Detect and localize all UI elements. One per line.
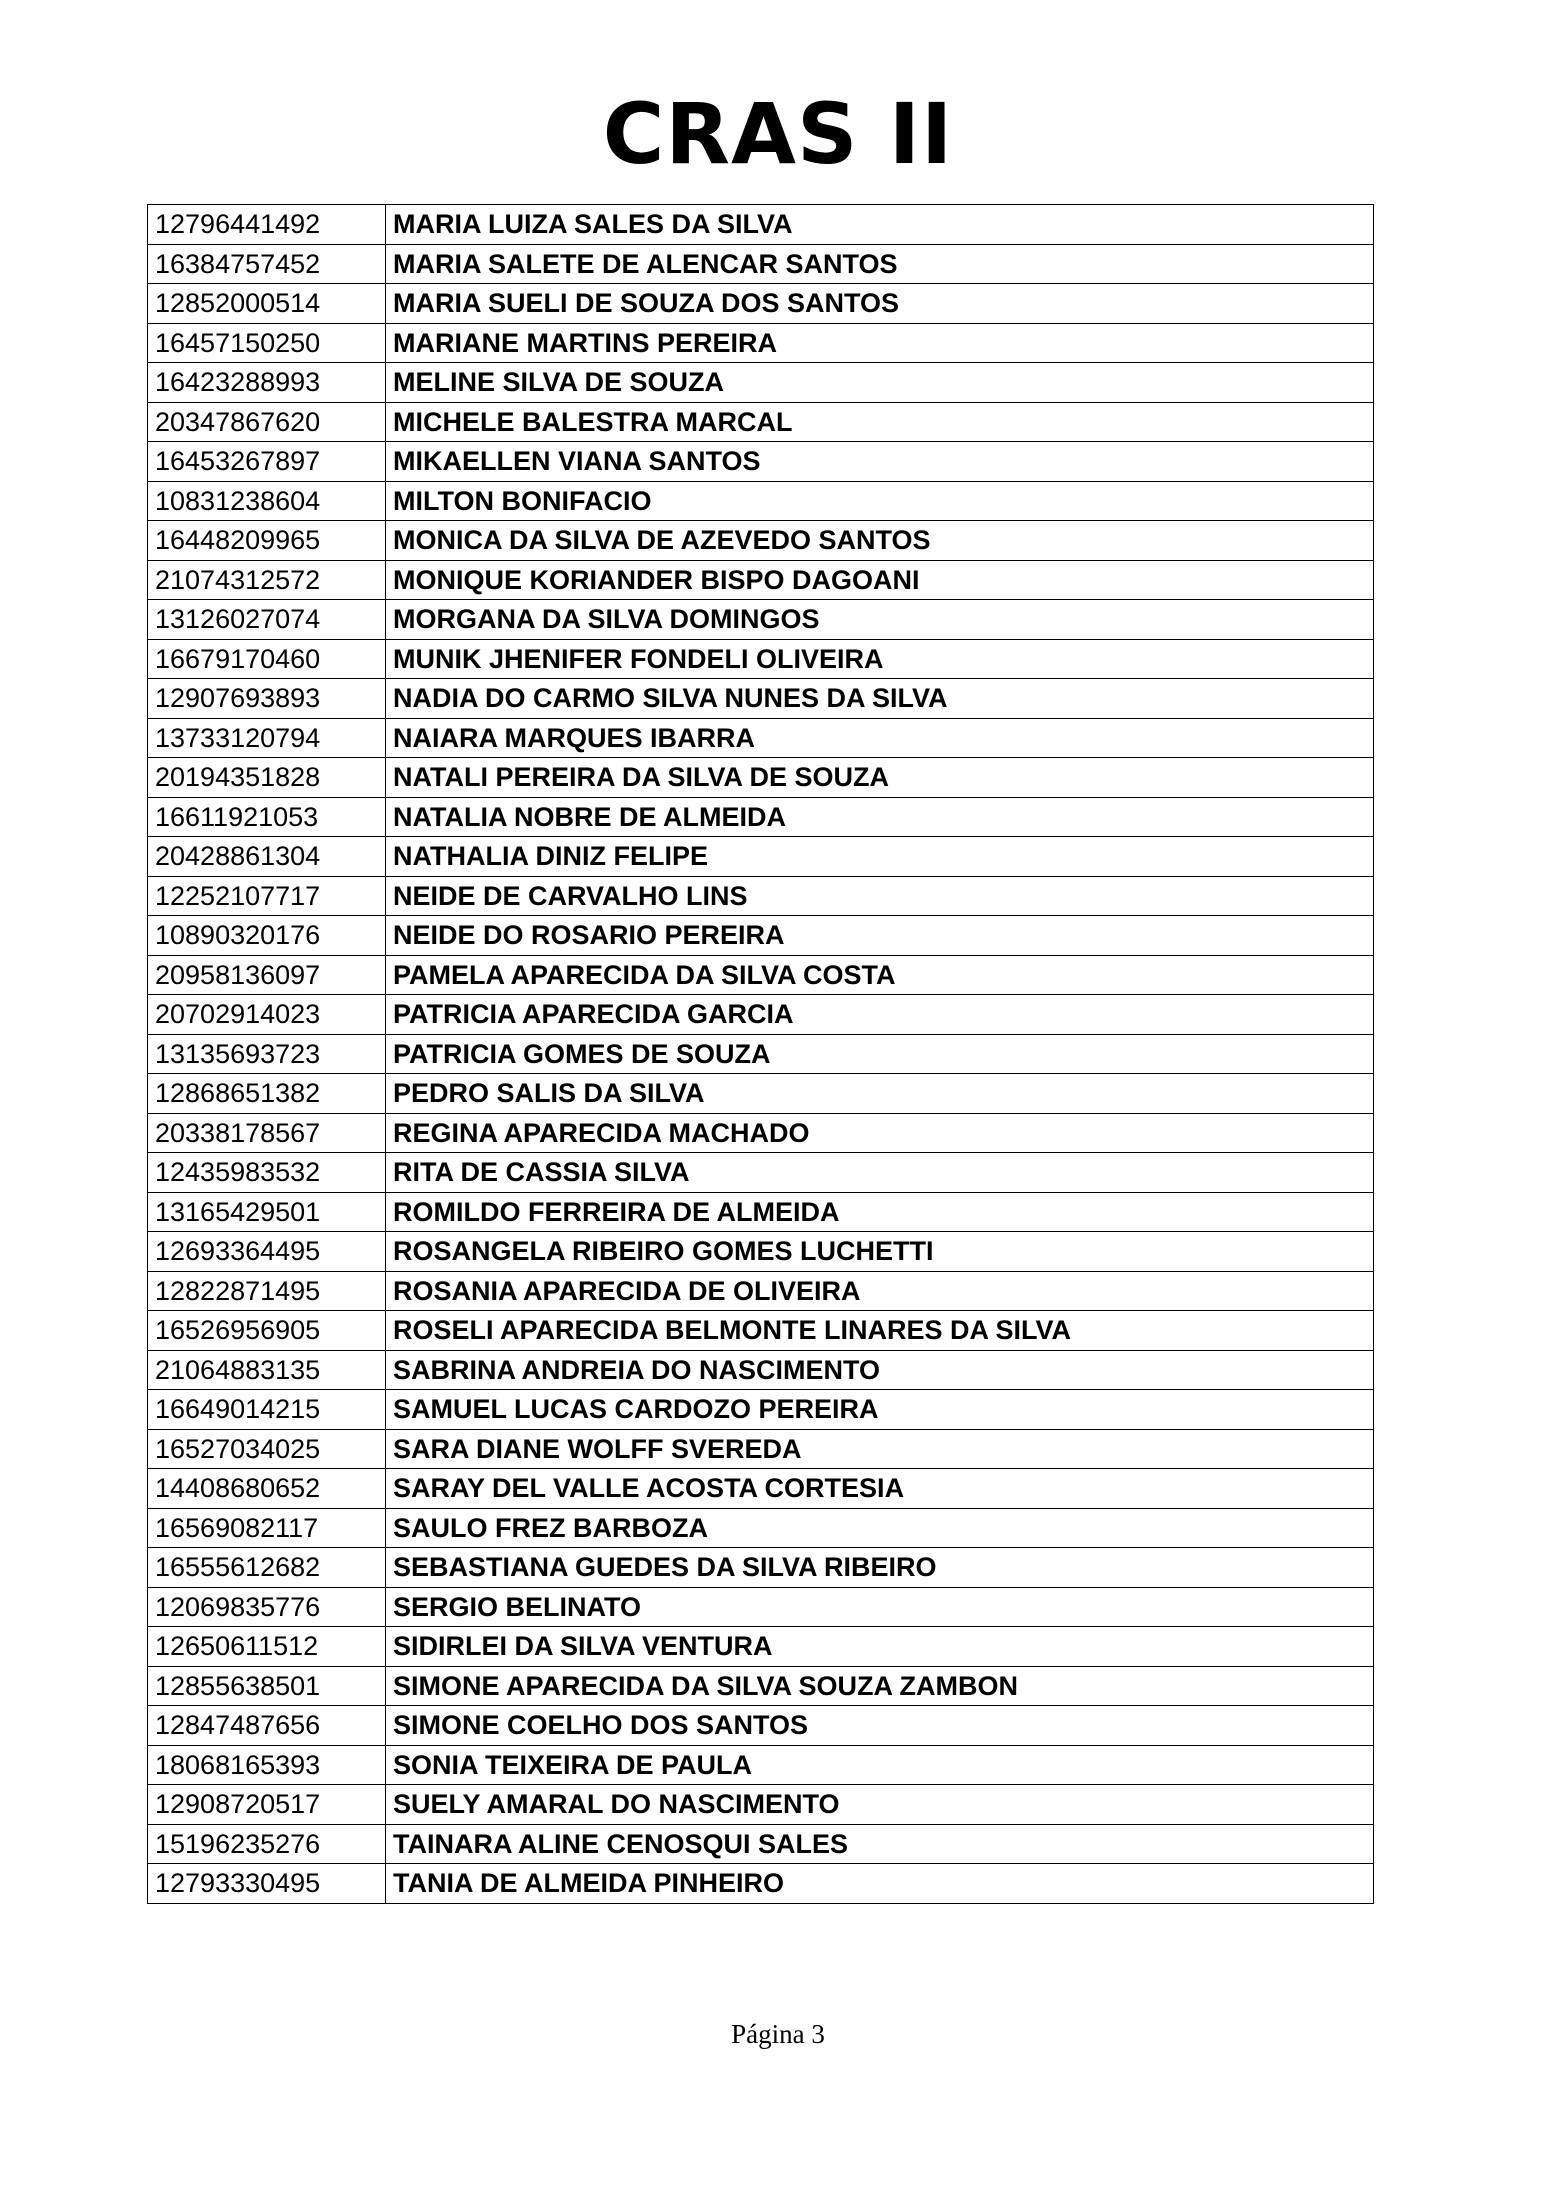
person-name-cell: MILTON BONIFACIO [386, 481, 1374, 521]
person-name-cell: ROSANIA APARECIDA DE OLIVEIRA [386, 1271, 1374, 1311]
page-number: Página 3 [731, 2019, 825, 2049]
table-row [148, 995, 1374, 1035]
table-row [148, 1745, 1374, 1785]
person-name-cell: SEBASTIANA GUEDES DA SILVA RIBEIRO [386, 1548, 1374, 1588]
table-row [148, 1153, 1374, 1193]
person-name-cell: MARIA SUELI DE SOUZA DOS SANTOS [386, 284, 1374, 324]
id-number-cell: 16453267897 [148, 442, 386, 482]
id-number-cell: 12822871495 [148, 1271, 386, 1311]
id-number-cell: 12868651382 [148, 1074, 386, 1114]
id-number-cell: 12907693893 [148, 679, 386, 719]
table-row [148, 837, 1374, 877]
table-row [148, 1074, 1374, 1114]
person-name-cell: TANIA DE ALMEIDA PINHEIRO [386, 1864, 1374, 1904]
table-row [148, 1864, 1374, 1904]
person-name-cell: SERGIO BELINATO [386, 1587, 1374, 1627]
table-row [148, 876, 1374, 916]
table-row [148, 323, 1374, 363]
id-number-cell: 10831238604 [148, 481, 386, 521]
table-row [148, 1232, 1374, 1272]
table-row [148, 1627, 1374, 1667]
person-name-cell: PATRICIA GOMES DE SOUZA [386, 1034, 1374, 1074]
id-number-cell: 21074312572 [148, 560, 386, 600]
person-name-cell: NAIARA MARQUES IBARRA [386, 718, 1374, 758]
id-number-cell: 13135693723 [148, 1034, 386, 1074]
person-name-cell: ROMILDO FERREIRA DE ALMEIDA [386, 1192, 1374, 1232]
id-number-cell: 15196235276 [148, 1824, 386, 1864]
table-row [148, 679, 1374, 719]
id-number-cell: 16448209965 [148, 521, 386, 561]
table-row [148, 1390, 1374, 1430]
id-number-cell: 20958136097 [148, 955, 386, 995]
person-name-cell: SARA DIANE WOLFF SVEREDA [386, 1429, 1374, 1469]
person-name-cell: SIMONE APARECIDA DA SILVA SOUZA ZAMBON [386, 1666, 1374, 1706]
person-name-cell: SIMONE COELHO DOS SANTOS [386, 1706, 1374, 1746]
id-number-cell: 20338178567 [148, 1113, 386, 1153]
id-number-cell: 12793330495 [148, 1864, 386, 1904]
table-row [148, 363, 1374, 403]
id-number-cell: 20428861304 [148, 837, 386, 877]
id-number-cell: 12069835776 [148, 1587, 386, 1627]
person-name-cell: NEIDE DE CARVALHO LINS [386, 876, 1374, 916]
id-number-cell: 16569082117 [148, 1508, 386, 1548]
table-row [148, 205, 1374, 245]
person-name-cell: MIKAELLEN VIANA SANTOS [386, 442, 1374, 482]
id-number-cell: 12252107717 [148, 876, 386, 916]
table-row [148, 1271, 1374, 1311]
table-row [148, 1469, 1374, 1509]
table-row [148, 718, 1374, 758]
person-name-cell: MICHELE BALESTRA MARCAL [386, 402, 1374, 442]
person-name-cell: PATRICIA APARECIDA GARCIA [386, 995, 1374, 1035]
table-row [148, 600, 1374, 640]
person-name-cell: MONICA DA SILVA DE AZEVEDO SANTOS [386, 521, 1374, 561]
person-name-cell: SARAY DEL VALLE ACOSTA CORTESIA [386, 1469, 1374, 1509]
id-number-cell: 12908720517 [148, 1785, 386, 1825]
person-name-cell: SUELY AMARAL DO NASCIMENTO [386, 1785, 1374, 1825]
person-name-cell: TAINARA ALINE CENOSQUI SALES [386, 1824, 1374, 1864]
id-number-cell: 12435983532 [148, 1153, 386, 1193]
person-name-cell: MUNIK JHENIFER FONDELI OLIVEIRA [386, 639, 1374, 679]
table-row [148, 1192, 1374, 1232]
id-number-cell: 12693364495 [148, 1232, 386, 1272]
person-name-cell: ROSELI APARECIDA BELMONTE LINARES DA SILVA [386, 1311, 1374, 1351]
person-name-cell: ROSANGELA RIBEIRO GOMES LUCHETTI [386, 1232, 1374, 1272]
table-row [148, 284, 1374, 324]
table-row [148, 1508, 1374, 1548]
id-number-cell: 16526956905 [148, 1311, 386, 1351]
id-number-cell: 12852000514 [148, 284, 386, 324]
id-number-cell: 16423288993 [148, 363, 386, 403]
person-name-cell: MARIA SALETE DE ALENCAR SANTOS [386, 244, 1374, 284]
id-number-cell: 16611921053 [148, 797, 386, 837]
table-row [148, 1350, 1374, 1390]
person-name-cell: NATALI PEREIRA DA SILVA DE SOUZA [386, 758, 1374, 798]
person-name-cell: SIDIRLEI DA SILVA VENTURA [386, 1627, 1374, 1667]
table-row [148, 560, 1374, 600]
table-row [148, 1785, 1374, 1825]
table-row [148, 758, 1374, 798]
id-number-cell: 20194351828 [148, 758, 386, 798]
id-number-cell: 21064883135 [148, 1350, 386, 1390]
id-number-cell: 16679170460 [148, 639, 386, 679]
table-row [148, 521, 1374, 561]
id-number-cell: 14408680652 [148, 1469, 386, 1509]
table-row [148, 402, 1374, 442]
id-number-cell: 16649014215 [148, 1390, 386, 1430]
id-number-cell: 20702914023 [148, 995, 386, 1035]
table-row [148, 916, 1374, 956]
person-name-cell: MELINE SILVA DE SOUZA [386, 363, 1374, 403]
table-row [148, 797, 1374, 837]
person-name-cell: RITA DE CASSIA SILVA [386, 1153, 1374, 1193]
page-title: CRAS II [602, 85, 954, 183]
table-row [148, 1824, 1374, 1864]
person-name-cell: SABRINA ANDREIA DO NASCIMENTO [386, 1350, 1374, 1390]
id-number-cell: 13733120794 [148, 718, 386, 758]
person-name-cell: MORGANA DA SILVA DOMINGOS [386, 600, 1374, 640]
person-name-cell: SAULO FREZ BARBOZA [386, 1508, 1374, 1548]
table-row [148, 481, 1374, 521]
roster-table-body [148, 205, 1374, 1904]
table-row [148, 1548, 1374, 1588]
table-row [148, 1429, 1374, 1469]
person-name-cell: NATHALIA DINIZ FELIPE [386, 837, 1374, 877]
person-name-cell: PAMELA APARECIDA DA SILVA COSTA [386, 955, 1374, 995]
table-row [148, 639, 1374, 679]
person-name-cell: PEDRO SALIS DA SILVA [386, 1074, 1374, 1114]
id-number-cell: 12650611512 [148, 1627, 386, 1667]
person-name-cell: MARIANE MARTINS PEREIRA [386, 323, 1374, 363]
roster-table [147, 204, 1374, 1904]
table-row [148, 1113, 1374, 1153]
id-number-cell: 18068165393 [148, 1745, 386, 1785]
id-number-cell: 12847487656 [148, 1706, 386, 1746]
person-name-cell: NATALIA NOBRE DE ALMEIDA [386, 797, 1374, 837]
id-number-cell: 13165429501 [148, 1192, 386, 1232]
table-row [148, 442, 1374, 482]
table-row [148, 1666, 1374, 1706]
id-number-cell: 12796441492 [148, 205, 386, 245]
id-number-cell: 12855638501 [148, 1666, 386, 1706]
id-number-cell: 10890320176 [148, 916, 386, 956]
id-number-cell: 16457150250 [148, 323, 386, 363]
person-name-cell: MARIA LUIZA SALES DA SILVA [386, 205, 1374, 245]
table-row [148, 244, 1374, 284]
table-row [148, 1587, 1374, 1627]
person-name-cell: SAMUEL LUCAS CARDOZO PEREIRA [386, 1390, 1374, 1430]
table-row [148, 1706, 1374, 1746]
id-number-cell: 16527034025 [148, 1429, 386, 1469]
person-name-cell: MONIQUE KORIANDER BISPO DAGOANI [386, 560, 1374, 600]
person-name-cell: REGINA APARECIDA MACHADO [386, 1113, 1374, 1153]
id-number-cell: 16384757452 [148, 244, 386, 284]
id-number-cell: 16555612682 [148, 1548, 386, 1588]
person-name-cell: NEIDE DO ROSARIO PEREIRA [386, 916, 1374, 956]
person-name-cell: SONIA TEIXEIRA DE PAULA [386, 1745, 1374, 1785]
table-row [148, 955, 1374, 995]
id-number-cell: 20347867620 [148, 402, 386, 442]
table-row [148, 1034, 1374, 1074]
person-name-cell: NADIA DO CARMO SILVA NUNES DA SILVA [386, 679, 1374, 719]
table-row [148, 1311, 1374, 1351]
id-number-cell: 13126027074 [148, 600, 386, 640]
